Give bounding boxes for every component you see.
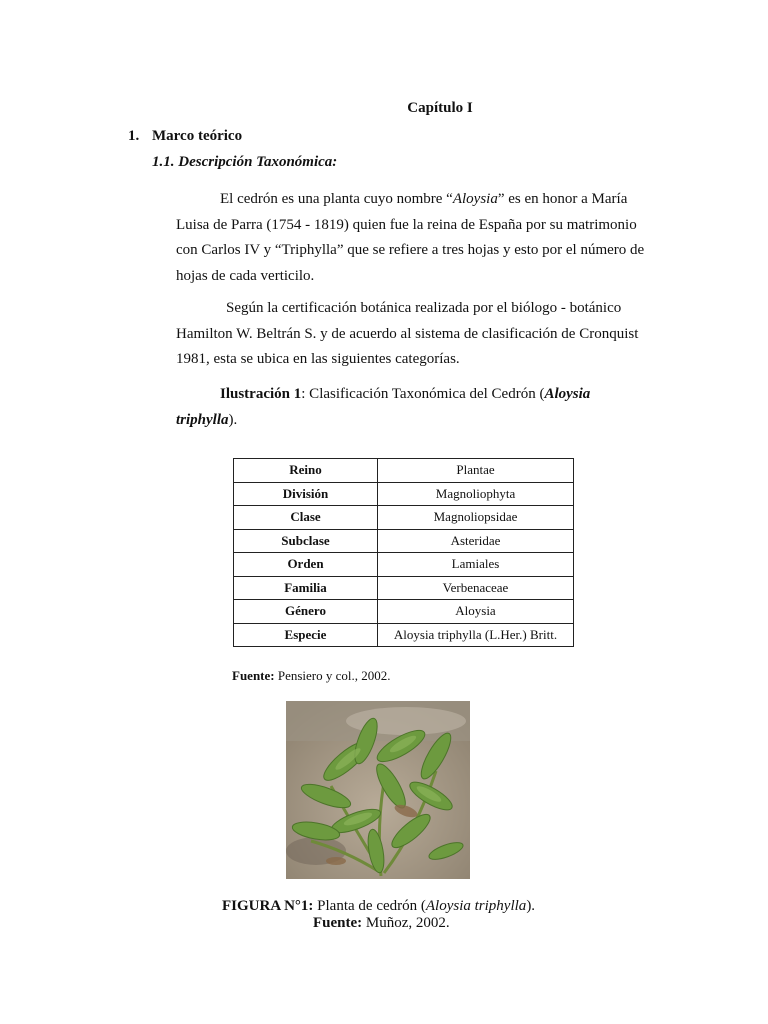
rank-cell: Familia xyxy=(234,576,378,600)
rank-cell: Reino xyxy=(234,459,378,483)
chapter-title: Capítulo I xyxy=(407,100,473,116)
value-cell: Aloysia triphylla (L.Her.) Britt. xyxy=(378,623,574,647)
paragraph-text: Según la certificación botánica realizada por el biólogo - botánico Hamilton W. Beltrán S. y de acuerdo al sistema de clasificación de Cronquist 1981, esta se ubica en las siguientes categorías. xyxy=(176,300,639,367)
table-row xyxy=(234,482,574,506)
illustration-end: ). xyxy=(228,411,238,428)
source-label: Fuente: xyxy=(313,915,363,931)
plant-photo-illustration xyxy=(286,701,470,879)
rank-cell: Subclase xyxy=(234,529,378,553)
value-cell: Magnoliophyta xyxy=(378,482,574,506)
rank-cell: Género xyxy=(234,600,378,624)
table-row xyxy=(234,506,574,530)
source-label: Fuente: xyxy=(232,668,275,683)
plant-photo xyxy=(286,701,470,879)
illustration-text: : Clasificación Taxonómica del Cedrón ( xyxy=(301,386,545,402)
table-source xyxy=(232,668,391,684)
paragraph-text: ” es en honor a María Luisa de Parra (1754 - 1819) quien fue la reina de España por su matrimonio con Carlos IV y “Triphylla” que se refiere a tres hojas y esto por el número de hojas de cada verticilo. xyxy=(176,191,645,284)
rank-cell: Clase xyxy=(234,506,378,530)
figure-source xyxy=(313,915,450,932)
rank-cell: Orden xyxy=(234,553,378,577)
value-cell: Verbenaceae xyxy=(378,576,574,600)
value-cell: Magnoliopsidae xyxy=(378,506,574,530)
table-row xyxy=(234,600,574,624)
illustration-caption xyxy=(176,382,636,433)
paragraph-etymology xyxy=(176,187,654,289)
source-text: Muñoz, 2002. xyxy=(362,915,450,931)
figure-caption xyxy=(222,898,535,915)
table-row xyxy=(234,623,574,647)
table-row xyxy=(234,576,574,600)
rank-cell: División xyxy=(234,482,378,506)
subsection-heading: 1.1. Descripción Taxonómica: xyxy=(152,154,338,170)
source-text: Pensiero y col., 2002. xyxy=(274,668,391,683)
illustration-label: Ilustración 1 xyxy=(220,386,302,402)
figure-species: Aloysia triphylla xyxy=(425,898,527,914)
section-number: 1. xyxy=(128,128,140,144)
value-cell: Plantae xyxy=(378,459,574,483)
figure-end: ). xyxy=(526,898,536,914)
paragraph-classification xyxy=(176,296,654,373)
value-cell: Aloysia xyxy=(378,600,574,624)
table-row xyxy=(234,553,574,577)
rank-cell: Especie xyxy=(234,623,378,647)
section-title: Marco teórico xyxy=(152,128,243,144)
value-cell: Lamiales xyxy=(378,553,574,577)
genus-name: Aloysia xyxy=(452,191,498,207)
value-cell: Asteridae xyxy=(378,529,574,553)
figure-text: Planta de cedrón ( xyxy=(313,898,426,914)
species-name: Aloysia triphylla xyxy=(176,386,591,428)
taxonomy-table xyxy=(233,458,574,647)
paragraph-text: El cedrón es una planta cuyo nombre “ xyxy=(220,191,453,207)
table-row xyxy=(234,459,574,483)
table-row xyxy=(234,529,574,553)
section-heading xyxy=(128,128,242,145)
figure-label: FIGURA N°1: xyxy=(222,898,314,914)
